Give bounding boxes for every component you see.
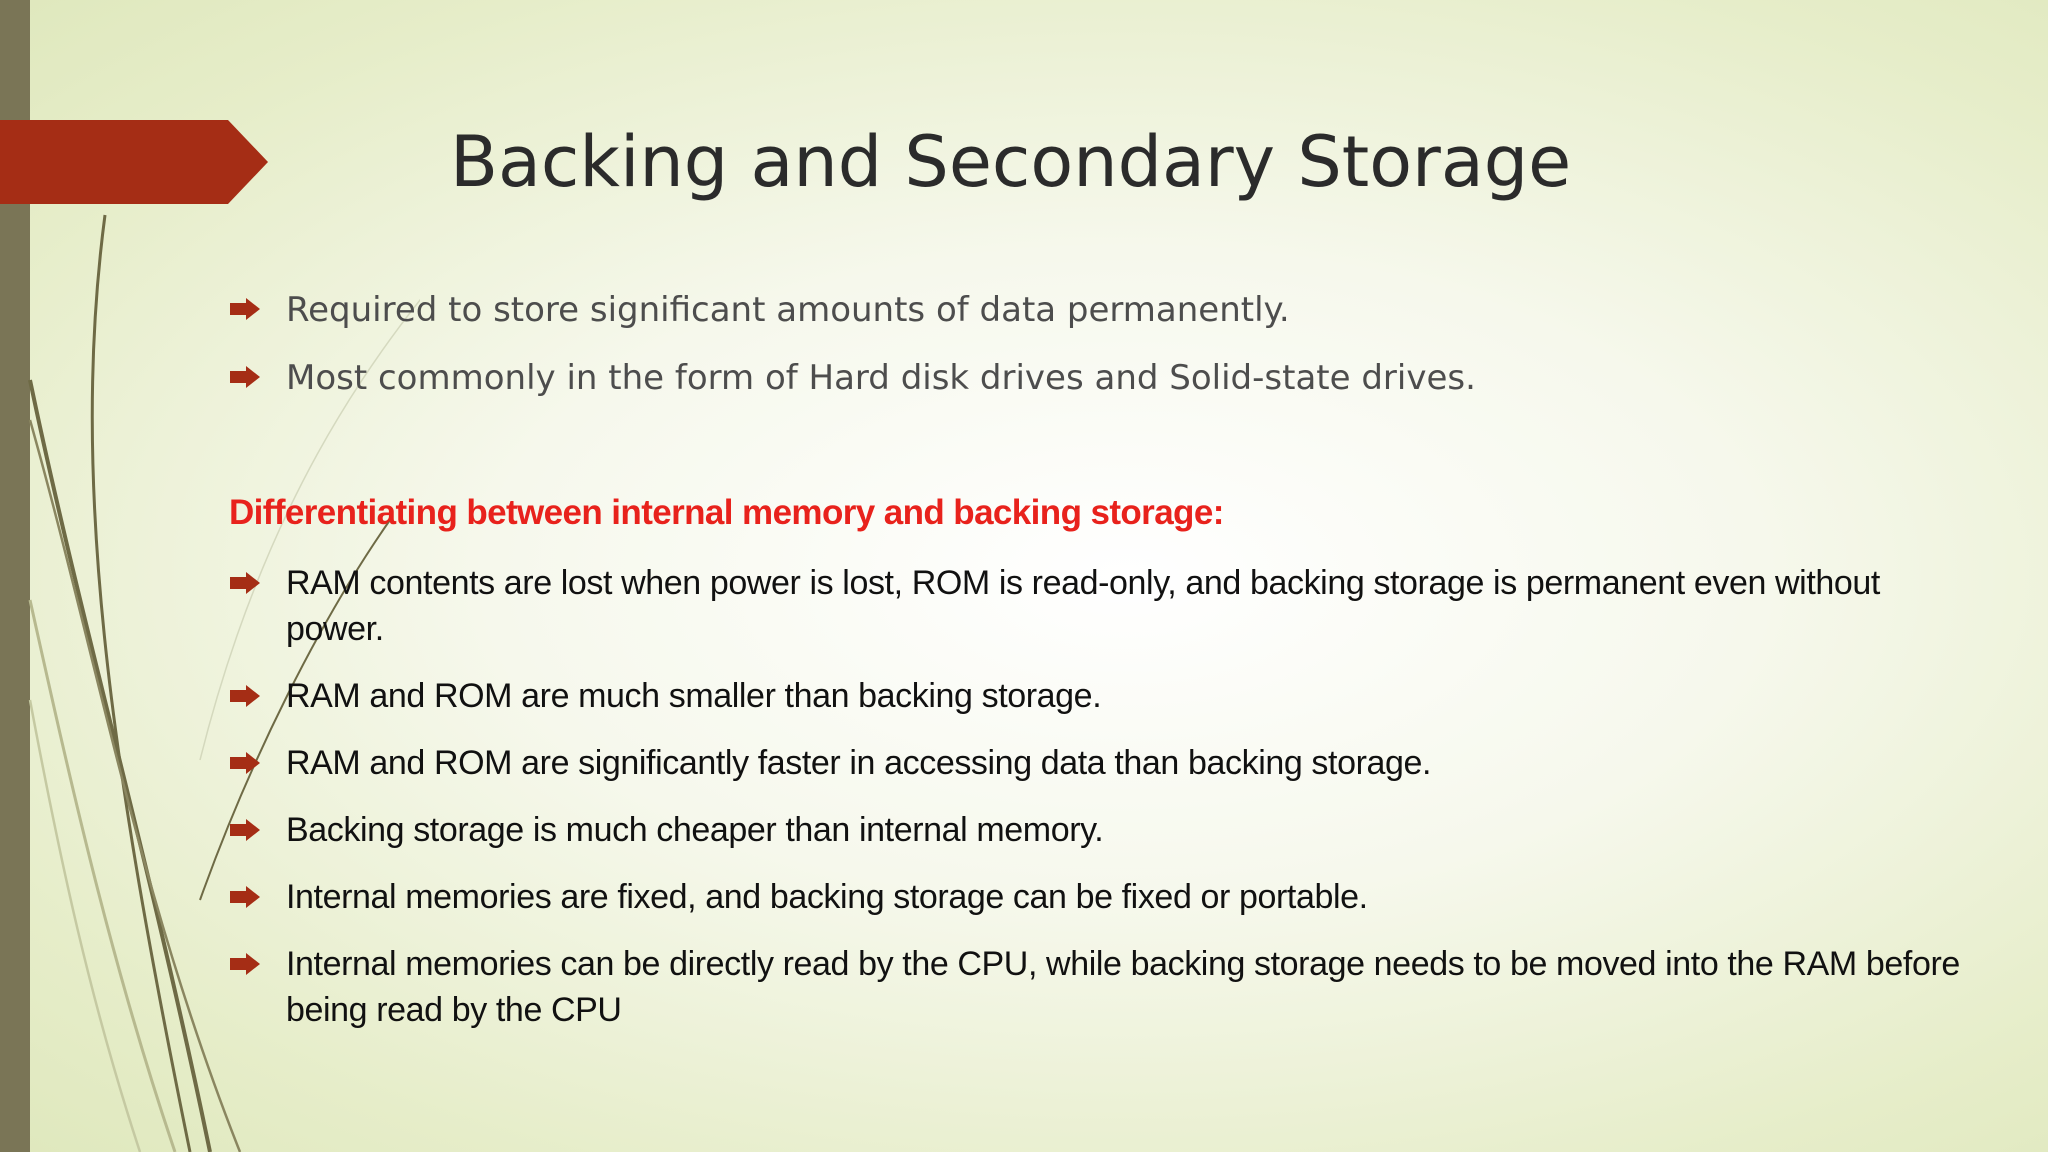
comparison-bullet <box>230 807 1980 853</box>
comparison-bullet-text: Backing storage is much cheaper than internal memory. <box>286 811 1104 849</box>
slide-title: Backing and Secondary Storage <box>450 121 1572 203</box>
section-subheading: Differentiating between internal memory and backing storage: <box>229 493 1224 532</box>
intro-bullet-text: Required to store significant amounts of data permanently. <box>286 290 1290 330</box>
comparison-bullet-list <box>230 560 1980 1054</box>
intro-bullet <box>230 288 1980 332</box>
arrow-right-icon <box>230 886 260 908</box>
comparison-bullet-text: RAM contents are lost when power is lost, ROM is read-only, and backing storage is permanent even without power. <box>286 564 1880 648</box>
intro-bullet-text: Most commonly in the form of Hard disk drives and Solid-state drives. <box>286 358 1476 398</box>
comparison-bullet-text: RAM and ROM are much smaller than backing storage. <box>286 677 1102 715</box>
arrow-right-icon <box>230 819 260 841</box>
comparison-bullet <box>230 874 1980 920</box>
comparison-bullet <box>230 941 1980 1033</box>
intro-bullet-list <box>230 288 1980 424</box>
arrow-right-icon <box>230 298 260 320</box>
intro-bullet <box>230 356 1980 400</box>
title-arrow-banner <box>0 120 270 204</box>
comparison-bullet <box>230 673 1980 719</box>
comparison-bullet-text: Internal memories can be directly read by the CPU, while backing storage needs to be moved into the RAM before being read by the CPU <box>286 945 1960 1029</box>
comparison-bullet <box>230 740 1980 786</box>
arrow-right-icon <box>230 572 260 594</box>
arrow-right-icon <box>230 953 260 975</box>
arrow-right-icon <box>230 366 260 388</box>
comparison-bullet-text: Internal memories are fixed, and backing storage can be fixed or portable. <box>286 878 1368 916</box>
arrow-right-icon <box>230 685 260 707</box>
comparison-bullet-text: RAM and ROM are significantly faster in accessing data than backing storage. <box>286 744 1432 782</box>
comparison-bullet <box>230 560 1980 652</box>
arrow-right-icon <box>230 752 260 774</box>
